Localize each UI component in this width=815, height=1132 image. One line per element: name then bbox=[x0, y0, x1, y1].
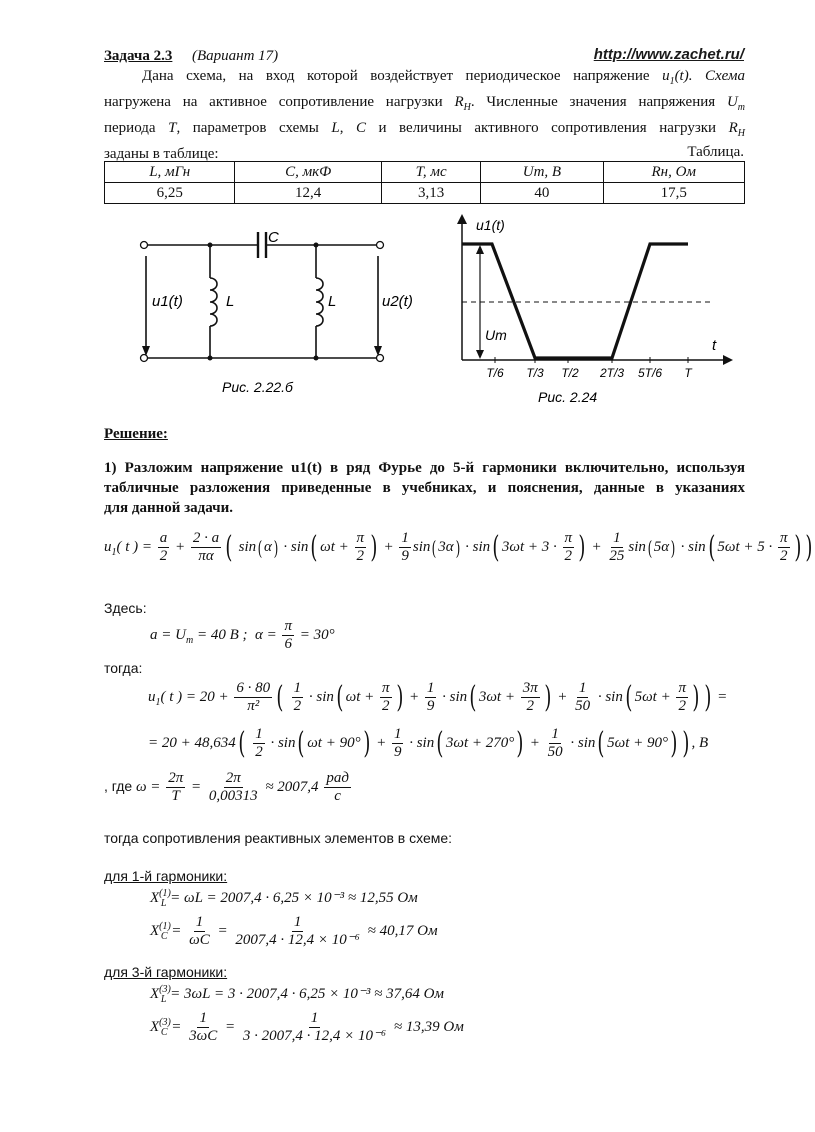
table-cell: 12,4 bbox=[235, 183, 382, 204]
numeric-formula: = 20 + 48,634( $\frac{1}{2}$ · sin( ωt + 90°) + $\frac{1}{9}$ · sin( 3ωt + 270°) + $\frac{1}{50}$ · sin( 5ωt + 90°) ) , В bbox=[148, 725, 709, 761]
figure-caption: Рис. 2.24 bbox=[538, 389, 598, 405]
harmonic-1-title: для 1-й гармоники: bbox=[104, 868, 228, 884]
y-axis-label: u1(t) bbox=[476, 217, 505, 233]
capacitor-label: C bbox=[268, 229, 279, 246]
inductor-label: L bbox=[328, 293, 337, 310]
parameters-formula: $a = U_m = 40$ В ; α = $\frac{\pi}{6}$ = 30° bbox=[150, 618, 335, 652]
table-cell: 6,25 bbox=[105, 183, 235, 204]
xc-1-formula: $X^{(1)}_C$ = $\frac{1}{\omega C}$ = $\frac{1}{\text{2007,4 · 12,4 × 10⁻⁶}}$ ≈ 40,17 Ом bbox=[150, 914, 438, 948]
xl-1-formula: $X^{(1)}_L = \omega L = 2007,4 \cdot 6,25 \times 10^{-3} \approx 12,55$ Ом bbox=[150, 888, 418, 909]
table-header-cell: L, мГн bbox=[105, 162, 235, 183]
table-header-cell: Rн, Ом bbox=[603, 162, 744, 183]
fourier-formula: $u_1$( t ) = $\frac{a}{2}$ + $\frac{2 \cdot a}{\pi\alpha}$ ( sin( α) · sin( ωt + $\frac{\pi}{2}$ ) + $\frac{1}{9}$ sin( 3α) · sin( 3ωt + 3 · $\frac{\pi}{2}$ ) + $\frac{1}{25}$ sin( 5α) · sin( 5ωt + 5 · $\frac{\pi}{2}$ ) ) bbox=[104, 529, 813, 565]
omega-formula: , где ω = $\frac{2\pi}{T}$ = $\frac{2\pi}{0,00313}$ ≈ 2007,4 $\frac{\text{рад}}{с}$ bbox=[104, 770, 349, 804]
tick-label: T bbox=[684, 366, 692, 380]
table-cell: 17,5 bbox=[603, 183, 744, 204]
tick-label: T/3 bbox=[526, 366, 544, 380]
xc-3-formula: $X^{(3)}_C$ = $\frac{1}{3\omega C}$ = $\frac{1}{\text{3 · 2007,4 · 12,4 × 10⁻⁶}}$ ≈ 13,39 Ом bbox=[150, 1010, 464, 1044]
table-header-cell: C, мкФ bbox=[235, 162, 382, 183]
x-axis-label: t bbox=[712, 337, 717, 354]
table-cell: 3,13 bbox=[381, 183, 480, 204]
table-header-row bbox=[105, 162, 745, 183]
table-header-cell: Um, В bbox=[481, 162, 603, 183]
then-label: тогда: bbox=[104, 660, 143, 676]
table-header-cell: T, мс bbox=[381, 162, 480, 183]
amplitude-label: Um bbox=[485, 327, 507, 343]
table-cell: 40 bbox=[481, 183, 603, 204]
task-title: Задача 2.3 bbox=[104, 48, 173, 64]
table-caption: Таблица. bbox=[687, 144, 744, 160]
output-voltage-label: u2(t) bbox=[382, 293, 413, 310]
table-row bbox=[105, 183, 745, 204]
tick-label: T/2 bbox=[561, 366, 579, 380]
step1-text: 1) Разложим напряжение u1(t) в ряд Фурье до 5-й гармоники включительно, используя табличные разложения приведенные в учебниках, и пояснения, данные в указаниях для данной задачи. bbox=[104, 460, 745, 516]
input-voltage-label: u1(t) bbox=[152, 293, 183, 310]
harmonic-3-title: для 3-й гармоники: bbox=[104, 964, 228, 980]
header-url[interactable]: http://www.zachet.ru/ bbox=[593, 46, 744, 63]
parameters-table bbox=[104, 161, 745, 204]
inductor-label: L bbox=[226, 293, 235, 310]
here-label: Здесь: bbox=[104, 600, 147, 616]
tick-label: 2T/3 bbox=[599, 366, 625, 380]
waveform-chart bbox=[440, 212, 740, 412]
circuit-diagram bbox=[130, 220, 413, 410]
tick-label: 5T/6 bbox=[637, 366, 663, 380]
reactive-intro: тогда сопротивления реактивных элементов в схеме: bbox=[104, 830, 453, 846]
solution-heading: Решение: bbox=[104, 426, 168, 442]
figure-caption: Рис. 2.22.б bbox=[222, 379, 293, 395]
task-variant: (Вариант 17) bbox=[192, 48, 279, 64]
tick-label: T/6 bbox=[486, 366, 504, 380]
substituted-formula: $u_1$( t ) = 20 + $\frac{6 \cdot 80}{\text{π²}}$ ( $\frac{1}{2}$ · sin( ωt + $\frac{\pi}{2}$ ) + $\frac{1}{9}$ · sin( 3ωt + $\frac{3\pi}{2}$ ) + $\frac{1}{50}$ · sin( 5ωt + $\frac{\pi}{2}$ ) ) = bbox=[148, 679, 728, 715]
intro-paragraph: Дана схема, на вход которой воздействует периодическое напряжение $u_1(t)$. Схема нагружена на активное сопротивление нагрузки $R_Н$. Численные значения напряжения $U_m$ периода T, параметров схемы L, C и величины активного сопротивления нагрузки $R_H$ заданы в таблице: bbox=[104, 68, 746, 162]
xl-3-formula: $X^{(3)}_L = 3\omega L = 3 \cdot 2007,4 \cdot 6,25 \times 10^{-3} \approx 37,64$ Ом bbox=[150, 984, 444, 1005]
